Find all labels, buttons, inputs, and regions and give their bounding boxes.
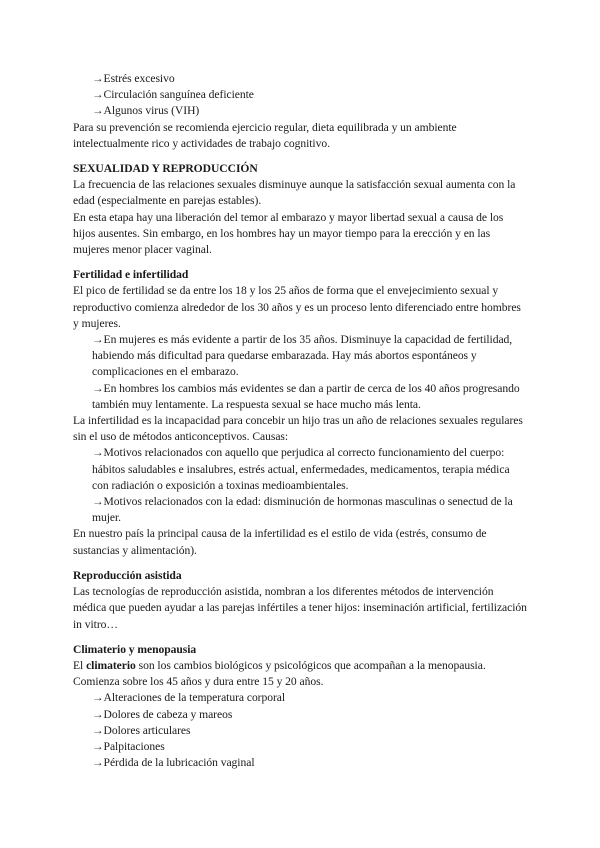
text-run: El [73,658,87,672]
paragraph: En esta etapa hay una liberación del temor al embarazo y mayor libertad sexual a causa de los hijos ausentes. Sin embargo, en los hombres hay un mayor tiempo para la erección y en las mujeres menor placer vaginal. [73,210,504,257]
prevention-paragraph: Para su prevención se recomienda ejercicio regular, dieta equilibrada y un ambiente intelectualmente rico y actividades de trabajo cognitivo. [73,120,457,150]
list-item: →En mujeres es más evidente a partir de los 35 años. Disminuye la capacidad de fertilidad, habiendo más dificultad para quedarse embarazada. Hay más abortos espontáneos y complicaciones en el embarazo. [92,333,513,379]
climaterio-paragraph [73,658,528,690]
paragraph: La infertilidad es la incapacidad para concebir un hijo tras un año de relaciones sexuales regulares sin el uso de métodos anticonceptivos. Causas: [73,414,523,444]
list-item: →Estrés excesivo [92,72,175,85]
paragraph: Las tecnologías de reproducción asistida, nombran a los diferentes métodos de intervención médica que pueden ayudar a las parejas infértiles a tener hijos: inseminación artificial, fertilización in vitro… [73,585,527,631]
list-item: →Alteraciones de la temperatura corporal [92,691,286,705]
list-item: →En hombres los cambios más evidentes se dan a partir de cerca de los 40 años progresando también muy lentamente. La respuesta sexual se hace mucho más lenta. [92,381,520,411]
list-item: →Palpitaciones [92,739,165,753]
paragraph: La frecuencia de las relaciones sexuales disminuye aunque la satisfacción sexual aumenta con la edad (especialmente en parejas estables). [73,178,516,208]
paragraph: En nuestro país la principal causa de la infertilidad es el estilo de vida (estrés, consumo de sustancias y alimentación). [73,527,487,557]
list-item: →Algunos virus (VIH) [92,104,200,118]
subheading-reproduccion: Reproducción asistida [73,568,182,582]
list-item: →Pérdida de la lubricación vaginal [92,756,255,770]
bold-term: climaterio [86,658,136,672]
list-item: →Dolores articulares [92,723,191,737]
subheading-climaterio: Climaterio y menopausia [73,642,197,656]
document-body [73,71,528,771]
list-item: →Motivos relacionados con aquello que perjudica al correcto funcionamiento del cuerpo: hábitos saludables e insalubres, estrés actual, enfermedades, medicamentos, terapia médica con radiación o exposición a toxinas medioambientales. [92,446,510,492]
text-run: son los cambios biológicos y psicológicos que acompañan a la menopausia. Comienza sobre los 45 años y dura entre 15 y 20 años. [73,658,486,689]
list-item: →Motivos relacionados con la edad: disminución de hormonas masculinas o senectud de la mujer. [92,495,513,525]
list-item: →Dolores de cabeza y mareos [92,707,233,721]
list-item: →Circulación sanguínea deficiente [92,88,254,102]
paragraph: El pico de fertilidad se da entre los 18 y los 25 años de forma que el envejecimiento sexual y reproductivo comienza alrededor de los 30 años y es un proceso lento diferenciado entre hombres y mujeres. [73,284,521,330]
subheading-fertilidad: Fertilidad e infertilidad [73,268,189,282]
section-heading-sexualidad: SEXUALIDAD Y REPRODUCCIÓN [73,162,258,176]
